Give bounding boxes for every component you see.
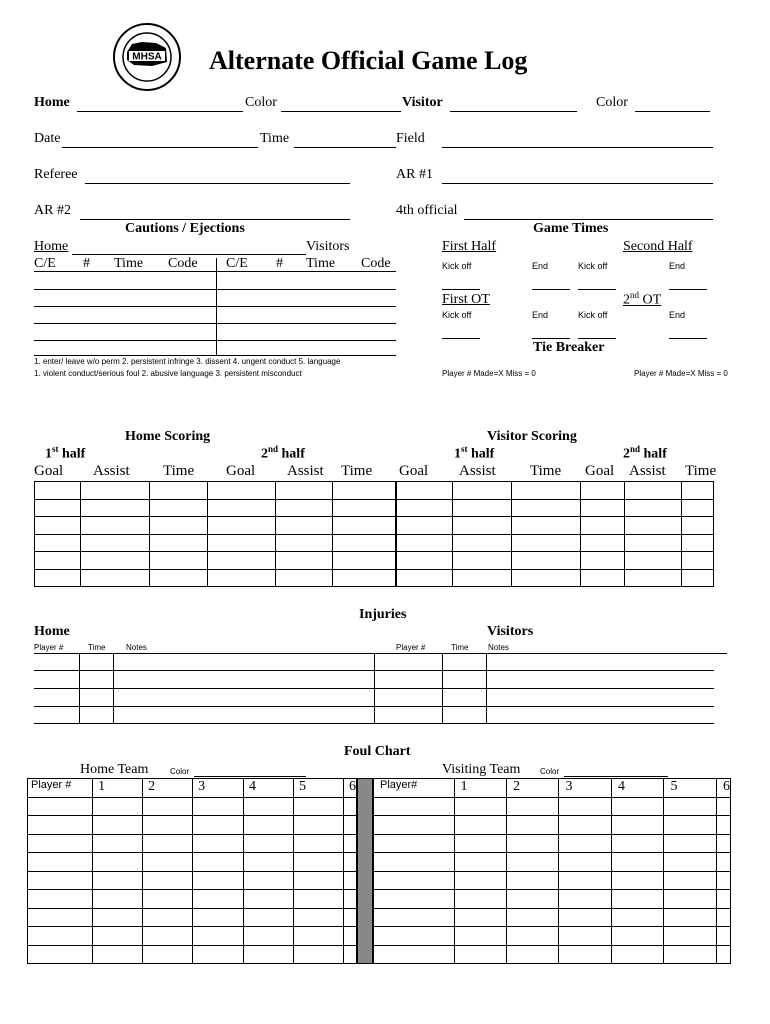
page-title: Alternate Official Game Log <box>209 46 528 75</box>
cautions-col-num: # <box>83 256 90 271</box>
foul-chart-separator <box>357 778 373 964</box>
score-col-assist: Assist <box>459 463 496 479</box>
home-line[interactable] <box>77 111 243 112</box>
foul-player-col: Player# <box>374 779 455 798</box>
color-label: Color <box>245 95 277 110</box>
foul-col-6: 6 <box>344 779 357 798</box>
visitor-second-half-label: 2nd half <box>623 444 667 462</box>
cautions-col-num-2: # <box>276 256 283 271</box>
time-entry-line[interactable] <box>442 338 480 339</box>
fourth-official-line[interactable] <box>464 219 713 220</box>
cautions-home-line <box>72 254 306 255</box>
injuries-title: Injuries <box>359 607 407 622</box>
fourth-official-label: 4th official <box>396 203 458 218</box>
end-label: End <box>669 310 686 320</box>
cautions-row[interactable] <box>34 306 396 307</box>
kick-off-label: Kick off <box>442 310 472 320</box>
visiting-team-color-line[interactable] <box>564 776 668 777</box>
home-label: Home <box>34 95 70 110</box>
home-second-half-label: 2nd half <box>261 444 305 462</box>
injury-divider <box>79 653 80 723</box>
injury-time-col: Time <box>88 643 106 652</box>
logo-text: MHSA <box>132 51 162 63</box>
score-col-goal: Goal <box>585 463 615 479</box>
time-entry-line[interactable] <box>669 289 707 290</box>
ar2-label: AR #2 <box>34 203 71 218</box>
home-color-line[interactable] <box>281 111 401 112</box>
mhsa-logo <box>112 22 182 92</box>
visitor-scoring-grid[interactable] <box>396 481 714 587</box>
cautions-divider <box>216 258 217 356</box>
end-label: End <box>532 310 549 320</box>
ar1-label: AR #1 <box>396 167 433 182</box>
referee-line[interactable] <box>85 183 350 184</box>
score-col-assist: Assist <box>629 463 666 479</box>
score-col-time: Time <box>685 463 717 479</box>
cautions-home-label: Home <box>34 239 69 254</box>
field-line[interactable] <box>442 147 713 148</box>
injury-row[interactable] <box>34 723 714 724</box>
cautions-row[interactable] <box>34 289 396 290</box>
time-entry-line[interactable] <box>578 338 616 339</box>
tie-breaker-home-legend: Player # Made=X Miss = 0 <box>442 369 536 378</box>
foul-chart-title: Foul Chart <box>344 744 411 759</box>
caution-codes-note: 1. enter/ leave w/o perm 2. persistent infringe 3. dissent 4. ungent conduct 5. language <box>34 357 341 366</box>
foul-col-5: 5 <box>664 779 717 798</box>
foul-col-4: 4 <box>244 779 294 798</box>
cautions-col-time: Time <box>114 256 144 271</box>
time-line[interactable] <box>294 147 396 148</box>
visitor-scoring-title: Visitor Scoring <box>487 429 577 444</box>
injuries-home-label: Home <box>34 624 70 639</box>
kick-off-label: Kick off <box>578 261 608 271</box>
foul-col-1: 1 <box>93 779 143 798</box>
home-team-label: Home Team <box>80 762 149 777</box>
visiting-team-color-label: Color <box>540 767 560 776</box>
ar2-line[interactable] <box>80 219 350 220</box>
foul-player-col: Player # <box>28 779 93 798</box>
game-times-title: Game Times <box>533 221 609 236</box>
kick-off-label: Kick off <box>578 310 608 320</box>
injury-divider <box>374 653 375 723</box>
score-col-assist: Assist <box>287 463 324 479</box>
foul-col-5: 5 <box>294 779 344 798</box>
injury-notes-col: Notes <box>488 643 509 652</box>
injury-player-col: Player # <box>34 643 64 652</box>
cautions-col-time-2: Time <box>306 256 336 271</box>
date-line[interactable] <box>62 147 258 148</box>
home-foul-grid[interactable] <box>27 778 357 964</box>
time-label: Time <box>260 131 290 146</box>
visitor-color-label: Color <box>596 95 628 110</box>
score-col-time: Time <box>341 463 373 479</box>
time-entry-line[interactable] <box>442 289 480 290</box>
home-first-half-label: 1st half <box>45 444 86 462</box>
foul-col-3: 3 <box>559 779 611 798</box>
kick-off-label: Kick off <box>442 261 472 271</box>
visitor-label: Visitor <box>402 95 443 110</box>
injury-player-col: Player # <box>396 643 426 652</box>
time-entry-line[interactable] <box>532 338 570 339</box>
first-half-label: First Half <box>442 239 497 254</box>
tie-breaker-title: Tie Breaker <box>533 340 605 355</box>
cautions-title: Cautions / Ejections <box>125 221 245 236</box>
visiting-team-label: Visiting Team <box>442 762 521 777</box>
score-col-time: Time <box>163 463 195 479</box>
home-scoring-title: Home Scoring <box>125 429 211 444</box>
foul-col-2: 2 <box>143 779 193 798</box>
cautions-visitors-label: Visitors <box>306 239 350 254</box>
home-scoring-grid[interactable] <box>34 481 396 587</box>
foul-col-1: 1 <box>454 779 506 798</box>
cautions-col-code: Code <box>168 256 198 271</box>
tie-breaker-visitor-legend: Player # Made=X Miss = 0 <box>634 369 728 378</box>
end-label: End <box>532 261 549 271</box>
foul-col-3: 3 <box>193 779 244 798</box>
ar1-line[interactable] <box>442 183 713 184</box>
visitor-foul-grid[interactable] <box>373 778 731 964</box>
cautions-col-code-2: Code <box>361 256 391 271</box>
injury-divider <box>113 653 114 723</box>
foul-col-2: 2 <box>507 779 559 798</box>
referee-label: Referee <box>34 167 78 182</box>
cautions-col-ce-2: C/E <box>226 256 248 271</box>
score-col-goal: Goal <box>34 463 64 479</box>
date-label: Date <box>34 131 61 146</box>
ejection-codes-note: 1. violent conduct/serious foul 2. abusive language 3. persistent misconduct <box>34 369 302 378</box>
foul-col-4: 4 <box>611 779 663 798</box>
time-entry-line[interactable] <box>532 289 570 290</box>
cautions-row[interactable] <box>34 323 396 324</box>
score-col-goal: Goal <box>399 463 429 479</box>
injuries-visitors-label: Visitors <box>487 624 534 639</box>
foul-col-6: 6 <box>717 779 731 798</box>
second-ot-label: 2nd OT <box>623 290 662 308</box>
visitor-color-line[interactable] <box>635 111 710 112</box>
end-label: End <box>669 261 686 271</box>
home-team-color-label: Color <box>170 767 190 776</box>
time-entry-line[interactable] <box>578 289 616 290</box>
cautions-col-ce: C/E <box>34 256 56 271</box>
second-half-label: Second Half <box>623 239 693 254</box>
injuries-header-rule <box>34 653 727 654</box>
first-ot-label: First OT <box>442 292 490 307</box>
visitor-line[interactable] <box>450 111 577 112</box>
cautions-row[interactable] <box>34 355 396 356</box>
visitor-first-half-label: 1st half <box>454 444 495 462</box>
home-team-color-line[interactable] <box>194 776 306 777</box>
score-col-goal: Goal <box>226 463 256 479</box>
score-col-time: Time <box>530 463 562 479</box>
field-label: Field <box>396 131 425 146</box>
injury-divider <box>442 653 443 723</box>
injury-divider <box>486 653 487 723</box>
injury-notes-col: Notes <box>126 643 147 652</box>
time-entry-line[interactable] <box>669 338 707 339</box>
score-col-assist: Assist <box>93 463 130 479</box>
injury-time-col: Time <box>451 643 469 652</box>
cautions-row[interactable] <box>34 340 396 341</box>
